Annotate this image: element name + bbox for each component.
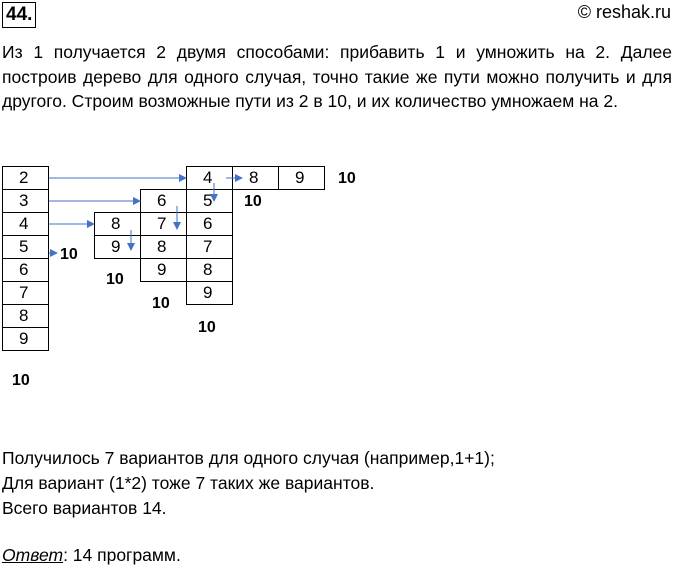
cell-c-4: 9 <box>140 258 187 282</box>
end-ten-d-row2: 10 <box>244 193 262 210</box>
cell-d-3: 6 <box>186 212 233 236</box>
answer-label: Ответ <box>2 545 64 565</box>
cell-c-1: 6 <box>140 189 187 213</box>
end-ten-d: 10 <box>198 319 216 336</box>
cell-a-5: 6 <box>2 258 49 282</box>
cell-a-3: 4 <box>2 212 49 236</box>
intro-paragraph: Из 1 получается 2 двумя способами: прибавить 1 и умножить на 2. Далее построив дерево для одного случая, точно такие же пути можно получить и для другого. Строим возможные пути из 2 в 10, и их количество умножаем на 2. <box>2 42 672 111</box>
cell-c-3: 8 <box>140 235 187 259</box>
cell-d-4: 7 <box>186 235 233 259</box>
cell-a-1: 2 <box>2 166 49 190</box>
cell-c-2: 7 <box>140 212 187 236</box>
end-ten-b: 10 <box>106 271 124 288</box>
cell-a-6: 7 <box>2 281 49 305</box>
answer-text: : 14 программ. <box>63 545 181 565</box>
conclusion-line-2: Для вариант (1*2) тоже 7 таких же вариантов. <box>2 473 375 493</box>
cell-b-2: 9 <box>94 235 141 259</box>
end-ten-a-row5: 10 <box>60 246 78 263</box>
cell-a-4: 5 <box>2 235 49 259</box>
cell-d-5: 8 <box>186 258 233 282</box>
problem-number: 44. <box>2 2 36 28</box>
answer-line <box>2 543 181 567</box>
end-ten-e: 10 <box>338 170 356 187</box>
end-ten-a: 10 <box>12 372 30 389</box>
cell-a-2: 3 <box>2 189 49 213</box>
conclusion-line-3: Всего вариантов 14. <box>2 498 167 518</box>
cell-d-1: 4 <box>186 166 233 190</box>
cell-d-2: 5 <box>186 189 233 213</box>
conclusion-line-1: Получилось 7 вариантов для одного случая (например,1+1); <box>2 448 495 468</box>
end-ten-c: 10 <box>152 295 170 312</box>
cell-b-1: 8 <box>94 212 141 236</box>
cell-a-7: 8 <box>2 304 49 328</box>
cell-e-1: 8 <box>232 166 279 190</box>
cell-d-6: 9 <box>186 281 233 305</box>
cell-e-2: 9 <box>278 166 325 190</box>
site-watermark: © reshak.ru <box>577 2 671 22</box>
cell-a-8: 9 <box>2 327 49 351</box>
